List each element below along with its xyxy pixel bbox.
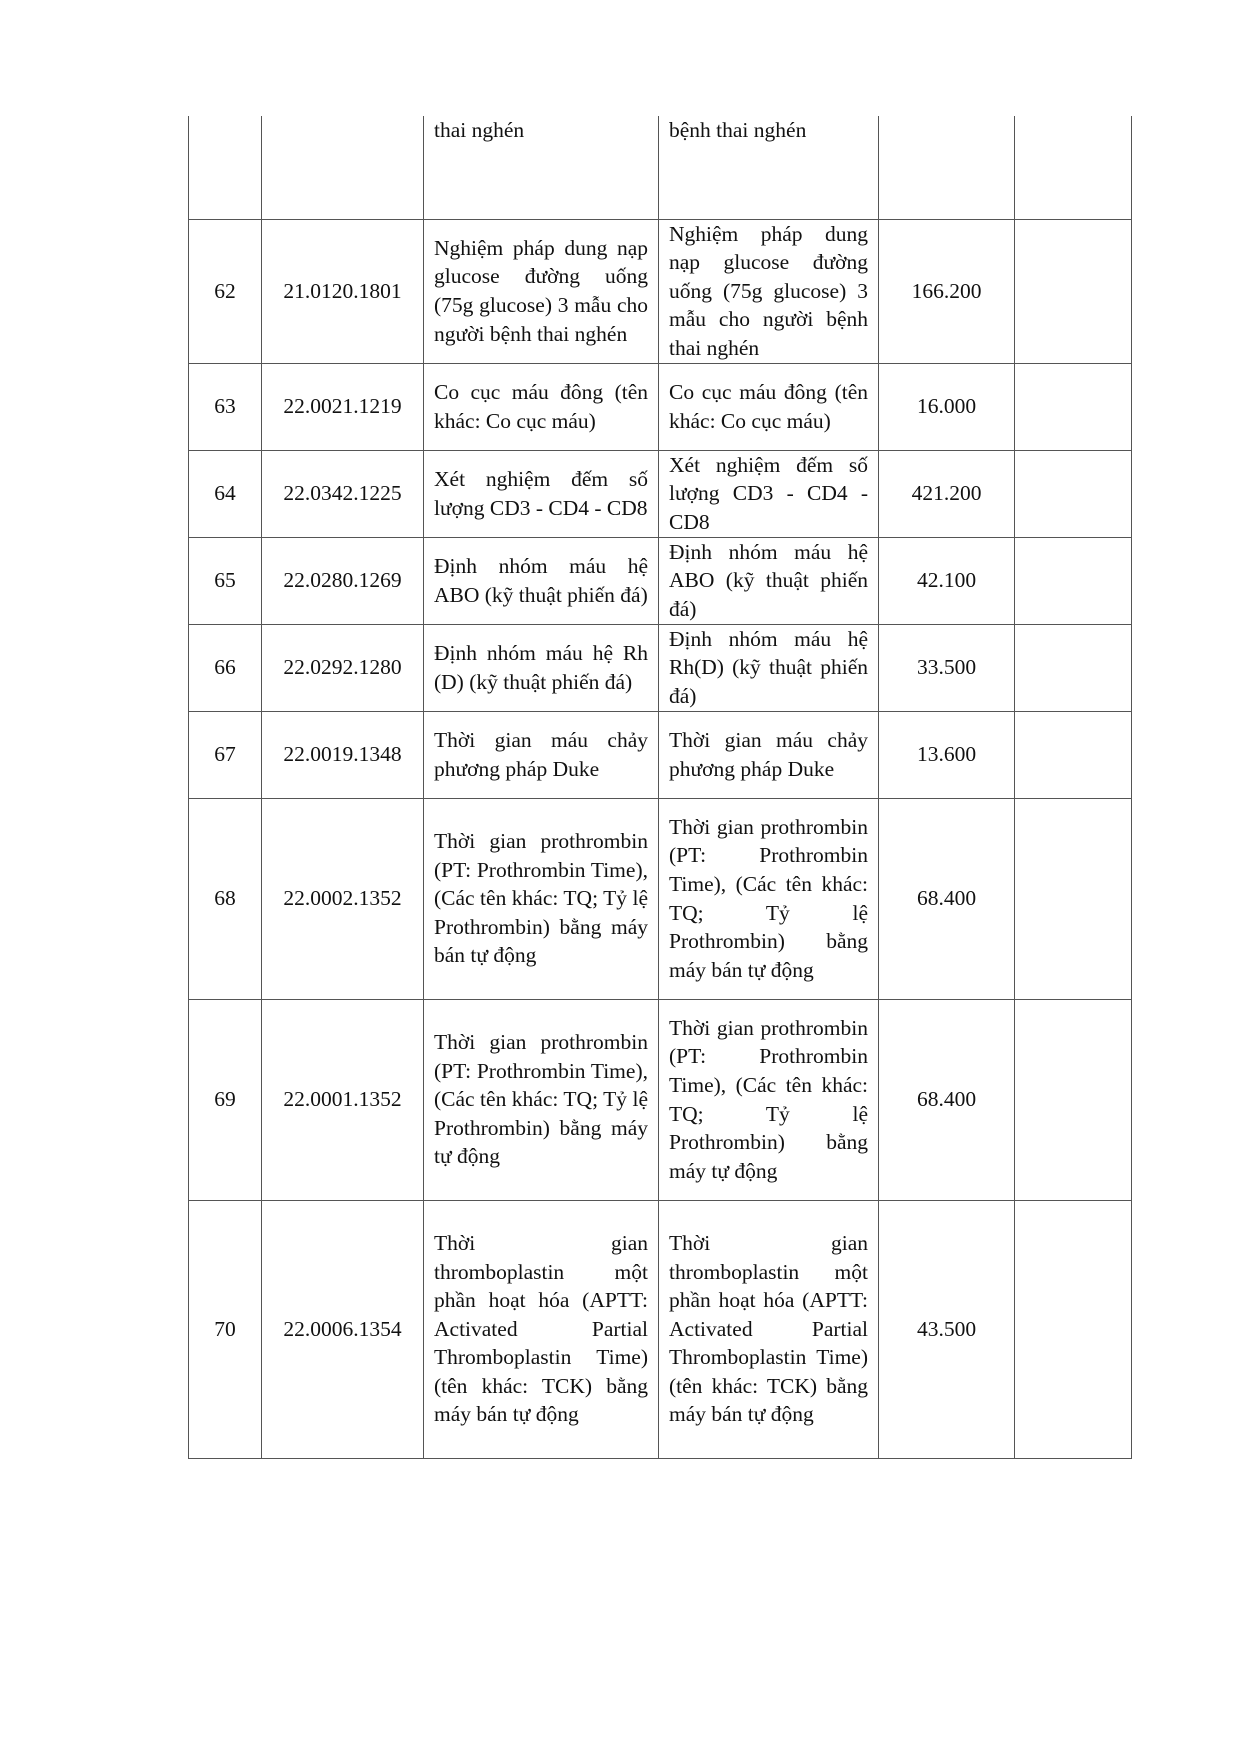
cell-name-2: Xét nghiệm đếm số lượng CD3 - CD4 - CD8 xyxy=(659,450,879,537)
table-row xyxy=(189,798,1132,999)
table-row xyxy=(189,1200,1132,1458)
table-row-continuation xyxy=(189,116,1132,219)
cell-name: Định nhóm máu hệ Rh (D) (kỹ thuật phiến đá) xyxy=(424,624,659,711)
table-row xyxy=(189,219,1132,363)
cell-code: 22.0019.1348 xyxy=(262,711,424,798)
cell-code: 22.0342.1225 xyxy=(262,450,424,537)
cell-price: 42.100 xyxy=(879,537,1015,624)
cell-note xyxy=(1015,624,1132,711)
cell-name: thai nghén xyxy=(424,116,659,219)
cell-code xyxy=(262,116,424,219)
cell-name-2: Nghiệm pháp dung nạp glucose đường uống (75g glucose) 3 mẫu cho người bệnh thai nghén xyxy=(659,219,879,363)
cell-stt: 63 xyxy=(189,363,262,450)
cell-price: 33.500 xyxy=(879,624,1015,711)
cell-price: 16.000 xyxy=(879,363,1015,450)
cell-name: Thời gian prothrombin (PT: Prothrombin Time), (Các tên khác: TQ; Tỷ lệ Prothrombin) bằng máy bán tự động xyxy=(424,798,659,999)
cell-name: Co cục máu đông (tên khác: Co cục máu) xyxy=(424,363,659,450)
cell-stt: 64 xyxy=(189,450,262,537)
table-row xyxy=(189,711,1132,798)
cell-name-2: Định nhóm máu hệ ABO (kỹ thuật phiến đá) xyxy=(659,537,879,624)
cell-stt: 65 xyxy=(189,537,262,624)
cell-note xyxy=(1015,363,1132,450)
cell-note xyxy=(1015,537,1132,624)
cell-price: 166.200 xyxy=(879,219,1015,363)
cell-stt: 70 xyxy=(189,1200,262,1458)
cell-stt xyxy=(189,116,262,219)
cell-name-2: Thời gian máu chảy phương pháp Duke xyxy=(659,711,879,798)
cell-note xyxy=(1015,116,1132,219)
cell-stt: 66 xyxy=(189,624,262,711)
cell-price: 68.400 xyxy=(879,798,1015,999)
cell-note xyxy=(1015,999,1132,1200)
cell-stt: 67 xyxy=(189,711,262,798)
cell-note xyxy=(1015,798,1132,999)
cell-stt: 68 xyxy=(189,798,262,999)
cell-name: Thời gian prothrombin (PT: Prothrombin Time), (Các tên khác: TQ; Tỷ lệ Prothrombin) bằng máy tự động xyxy=(424,999,659,1200)
cell-name-2: Thời gian prothrombin (PT: Prothrombin Time), (Các tên khác: TQ; Tỷ lệ Prothrombin) bằng máy bán tự động xyxy=(659,798,879,999)
cell-price: 421.200 xyxy=(879,450,1015,537)
table-row xyxy=(189,537,1132,624)
cell-name: Nghiệm pháp dung nạp glucose đường uống (75g glucose) 3 mẫu cho người bệnh thai nghén xyxy=(424,219,659,363)
cell-stt: 69 xyxy=(189,999,262,1200)
cell-note xyxy=(1015,711,1132,798)
cell-name: Thời gian máu chảy phương pháp Duke xyxy=(424,711,659,798)
cell-code: 22.0280.1269 xyxy=(262,537,424,624)
cell-code: 22.0002.1352 xyxy=(262,798,424,999)
cell-name-2: Thời gian thromboplastin một phần hoạt hóa (APTT: Activated Partial Thromboplastin Time) (tên khác: TCK) bằng máy bán tự động xyxy=(659,1200,879,1458)
cell-name: Xét nghiệm đếm số lượng CD3 - CD4 - CD8 xyxy=(424,450,659,537)
cell-price: 68.400 xyxy=(879,999,1015,1200)
cell-code: 22.0021.1219 xyxy=(262,363,424,450)
cell-name: Thời gian thromboplastin một phần hoạt hóa (APTT: Activated Partial Thromboplastin Time) (tên khác: TCK) bằng máy bán tự động xyxy=(424,1200,659,1458)
cell-note xyxy=(1015,450,1132,537)
cell-code: 21.0120.1801 xyxy=(262,219,424,363)
cell-name: Định nhóm máu hệ ABO (kỹ thuật phiến đá) xyxy=(424,537,659,624)
table-row xyxy=(189,363,1132,450)
cell-price: 13.600 xyxy=(879,711,1015,798)
table-row xyxy=(189,624,1132,711)
price-table xyxy=(188,116,1132,1459)
cell-code: 22.0001.1352 xyxy=(262,999,424,1200)
cell-price: 43.500 xyxy=(879,1200,1015,1458)
cell-price xyxy=(879,116,1015,219)
cell-name-2: bệnh thai nghén xyxy=(659,116,879,219)
table-row xyxy=(189,999,1132,1200)
cell-code: 22.0006.1354 xyxy=(262,1200,424,1458)
cell-name-2: Định nhóm máu hệ Rh(D) (kỹ thuật phiến đá) xyxy=(659,624,879,711)
cell-name-2: Co cục máu đông (tên khác: Co cục máu) xyxy=(659,363,879,450)
cell-code: 22.0292.1280 xyxy=(262,624,424,711)
cell-note xyxy=(1015,219,1132,363)
cell-note xyxy=(1015,1200,1132,1458)
cell-name-2: Thời gian prothrombin (PT: Prothrombin Time), (Các tên khác: TQ; Tỷ lệ Prothrombin) bằng máy tự động xyxy=(659,999,879,1200)
cell-stt: 62 xyxy=(189,219,262,363)
table-row xyxy=(189,450,1132,537)
